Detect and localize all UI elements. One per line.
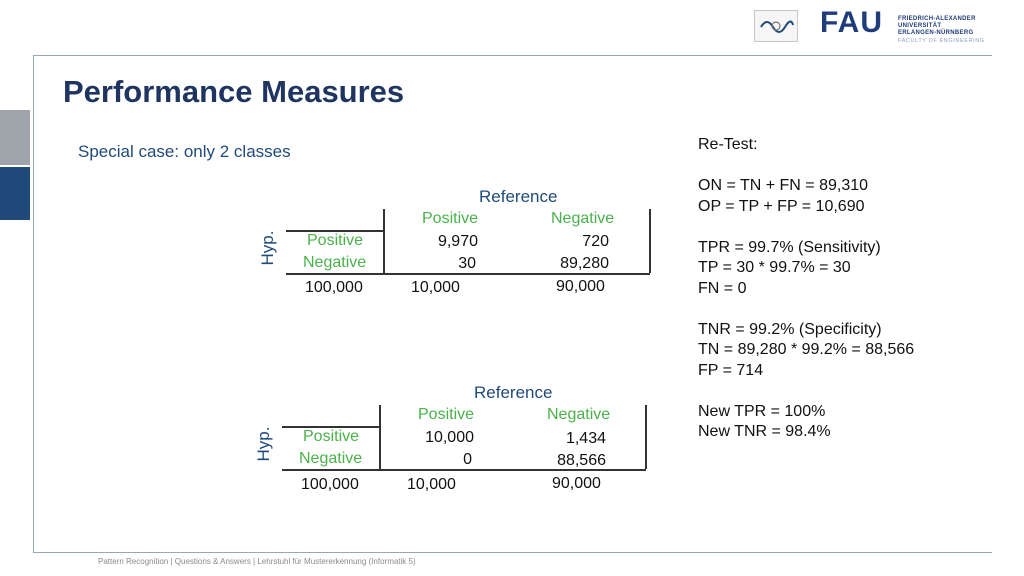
confusion-table-1: [250, 186, 650, 316]
total-positive: 10,000: [407, 476, 456, 493]
faculty-label: FACULTY OF ENGINEERING: [898, 38, 985, 44]
fau-logo: FAU: [820, 6, 883, 39]
col-header-negative: Negative: [547, 406, 611, 423]
table-right-border: [645, 405, 647, 469]
retest-line: FP = 714: [698, 361, 764, 379]
retest-line: TN = 89,280 * 99.2% = 88,566: [698, 341, 915, 358]
col-header-positive: Positive: [422, 210, 479, 227]
cell-tn: 89,280: [560, 255, 609, 272]
chair-logo-icon: [754, 10, 798, 42]
table-header-divider: [286, 230, 384, 232]
table-total-divider: [286, 273, 650, 275]
retest-line: TP = 30 * 99.7% = 30: [698, 259, 851, 276]
reference-label: Reference: [474, 383, 553, 402]
total-all: 100,000: [301, 476, 359, 493]
cell-fn: 0: [463, 451, 472, 468]
total-negative: 90,000: [556, 278, 605, 295]
cell-fn: 30: [458, 255, 476, 272]
row-header-negative: Negative: [299, 450, 363, 467]
reference-label: Reference: [479, 187, 558, 206]
confusion-table-2: [246, 382, 646, 512]
table-right-border: [649, 209, 651, 273]
table-vertical-divider: [379, 405, 381, 469]
slide-subtitle: Special case: only 2 classes: [78, 142, 291, 161]
retest-notes: [698, 135, 914, 443]
table-total-divider: [282, 469, 646, 471]
hyp-label: Hyp.: [258, 230, 277, 266]
row-header-negative: Negative: [303, 254, 367, 271]
table-vertical-divider: [383, 209, 385, 273]
total-all: 100,000: [305, 279, 363, 296]
retest-line: OP = TP + FP = 10,690: [698, 197, 865, 215]
total-positive: 10,000: [411, 279, 460, 296]
col-header-negative: Negative: [551, 210, 615, 227]
side-bar-gray: [0, 110, 30, 165]
retest-line: TPR = 99.7% (Sensitivity): [698, 238, 881, 256]
cell-tp: 10,000: [425, 429, 474, 446]
retest-line: [698, 156, 914, 177]
retest-line: [698, 381, 914, 402]
hyp-label: Hyp.: [254, 426, 273, 462]
cell-fp: 1,434: [565, 430, 606, 447]
cell-tn: 88,566: [557, 452, 606, 469]
retest-line: FN = 0: [698, 279, 747, 297]
table-header-divider: [282, 426, 380, 428]
side-bar-blue: [0, 167, 30, 220]
slide-title: Performance Measures: [63, 74, 405, 109]
retest-line: New TPR = 100%: [698, 402, 826, 420]
retest-line: [698, 217, 914, 238]
retest-line: Re-Test:: [698, 136, 758, 153]
footer-text: Pattern Recognition | Questions & Answers | Lehrstuhl für Mustererkennung (Informatik 5): [98, 557, 416, 566]
row-header-positive: Positive: [307, 232, 364, 249]
row-header-positive: Positive: [303, 428, 360, 445]
fau-logo-lines: FRIEDRICH-ALEXANDER UNIVERSITÄT ERLANGEN-NÜRNBERG: [898, 16, 976, 36]
cell-fp: 720: [582, 233, 609, 250]
retest-line: [698, 299, 914, 320]
retest-line: New TNR = 98.4%: [698, 423, 831, 440]
cell-tp: 9,970: [437, 233, 478, 250]
retest-line: TNR = 99.2% (Specificity): [698, 320, 882, 338]
col-header-positive: Positive: [418, 406, 475, 423]
retest-line: ON = TN + FN = 89,310: [698, 177, 869, 194]
total-negative: 90,000: [552, 475, 601, 492]
